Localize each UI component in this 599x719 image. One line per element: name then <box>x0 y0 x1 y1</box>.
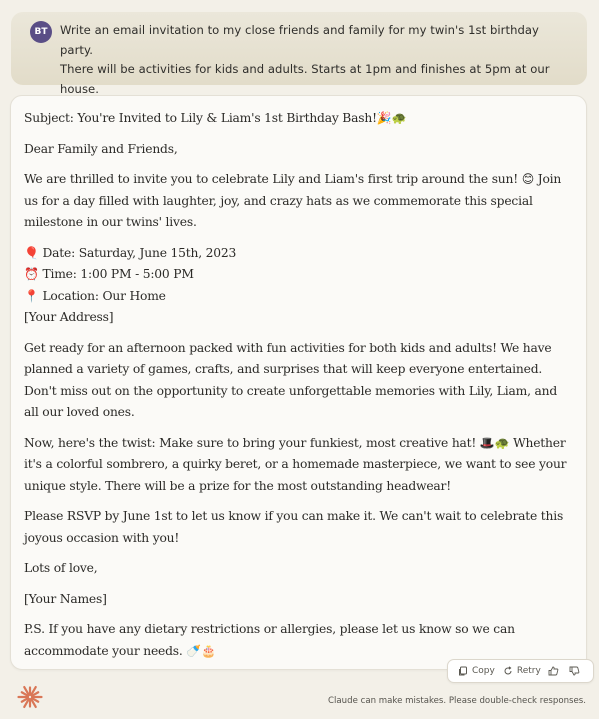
reply-line <box>24 454 566 476</box>
reply-paragraph <box>24 619 566 662</box>
reply-text: Date: Saturday, June 15th, 2023 <box>38 245 237 260</box>
emoji-icon: 🎈 <box>24 245 39 260</box>
reply-line <box>24 264 566 286</box>
reply-paragraph <box>24 243 566 329</box>
thumbs-up-icon <box>548 666 559 676</box>
reply-text: Whether <box>509 435 566 450</box>
retry-button[interactable] <box>499 661 545 681</box>
thumbs-down-icon <box>569 666 580 676</box>
reply-text: We are thrilled to invite you to celebrate Lily and Liam's first trip around the sun! <box>24 172 522 186</box>
emoji-icon: 🍼🎂 <box>186 643 216 658</box>
reply-line <box>24 402 566 424</box>
reply-line <box>24 307 566 329</box>
reply-line <box>24 191 566 213</box>
user-message <box>11 12 587 96</box>
reply-line <box>24 619 566 641</box>
emoji-icon: 📍 <box>24 288 39 303</box>
copy-icon <box>458 666 468 676</box>
emoji-icon: 🎩🐢 <box>479 435 510 450</box>
reply-line <box>24 243 566 265</box>
reply-line <box>24 338 566 360</box>
copy-label: Copy <box>472 666 495 676</box>
reply-text: accommodate your needs. <box>24 643 187 658</box>
thumbs-down-button[interactable] <box>566 661 587 681</box>
reply-text: [Your Address] <box>24 310 114 324</box>
reply-line <box>24 528 566 550</box>
reply-text: [Your Names] <box>24 591 107 606</box>
reply-line <box>24 359 566 381</box>
reply-line <box>24 433 566 455</box>
user-message-line: Write an email invitation to my close friends and family for my twin's 1st birthday party. <box>60 23 539 57</box>
emoji-icon: 🎉🐢 <box>376 111 407 125</box>
reply-line <box>24 108 566 130</box>
claude-logo-icon <box>17 684 43 710</box>
copy-button[interactable] <box>454 661 499 681</box>
reply-text: it's a colorful sombrero, a quirky beret, or a homemade masterpiece, we want to see your <box>24 457 567 471</box>
emoji-icon: 😊 <box>521 172 535 186</box>
reply-text: Time: 1:00 PM - 5:00 PM <box>38 267 194 281</box>
retry-label: Retry <box>516 666 541 676</box>
reply-line <box>24 558 566 580</box>
reply-text: us for a day filled with laughter, joy, and crazy hats as we commemorate this special <box>24 193 533 208</box>
user-message-line: There will be activities for kids and adults. Starts at 1pm and finishes at 5pm at our house. <box>60 62 550 96</box>
reply-line <box>24 381 566 403</box>
reply-line <box>24 476 566 498</box>
reply-line <box>24 506 566 528</box>
reply-text: Get ready for an afternoon packed with fun activities for both kids and adults! We have <box>24 340 552 355</box>
reply-text: Don't miss out on the opportunity to create unforgettable memories with Lily, Liam, and <box>24 383 558 398</box>
reply-text: P.S. If you have any dietary restrictions or allergies, please let us know so we can <box>24 622 515 636</box>
thumbs-up-button[interactable] <box>545 661 566 681</box>
user-avatar: BT <box>30 21 52 43</box>
reply-paragraph <box>24 108 566 130</box>
reply-paragraph <box>24 338 566 424</box>
assistant-reply <box>10 95 587 670</box>
reply-text: Subject: You're Invited to Lily & Liam's 1st Birthday Bash! <box>24 111 377 125</box>
emoji-icon: ⏰ <box>24 267 39 281</box>
reply-line <box>24 286 566 308</box>
reply-text: all our loved ones. <box>24 405 135 419</box>
reply-paragraph <box>24 558 566 580</box>
reply-text: Join <box>534 172 562 186</box>
reply-text: unique style. There will be a prize for the most outstanding headwear! <box>24 478 451 493</box>
message-actions <box>447 659 594 683</box>
reply-line <box>24 169 566 191</box>
reply-text: Location: Our Home <box>38 288 166 303</box>
reply-paragraph <box>24 433 566 498</box>
reply-text: milestone in our twins' lives. <box>24 215 197 229</box>
reply-line <box>24 589 566 611</box>
reply-text: planned a variety of games, crafts, and surprises that will keep everyone entertained. <box>24 362 543 376</box>
reply-text: Lots of love, <box>24 561 98 575</box>
reply-paragraph <box>24 139 566 161</box>
reply-paragraph <box>24 589 566 611</box>
reply-line <box>24 139 566 161</box>
retry-icon <box>503 666 513 676</box>
disclaimer-text: Claude can make mistakes. Please double-check responses. <box>328 696 586 706</box>
reply-line <box>24 212 566 234</box>
reply-text: Now, here's the twist: Make sure to bring your funkiest, most creative hat! <box>24 435 480 450</box>
reply-text: Please RSVP by June 1st to let us know if you can make it. We can't wait to celebrate this <box>24 509 564 523</box>
reply-text: Dear Family and Friends, <box>24 141 178 156</box>
reply-paragraph <box>24 506 566 549</box>
reply-paragraph <box>24 169 566 234</box>
reply-text: joyous occasion with you! <box>24 530 180 545</box>
